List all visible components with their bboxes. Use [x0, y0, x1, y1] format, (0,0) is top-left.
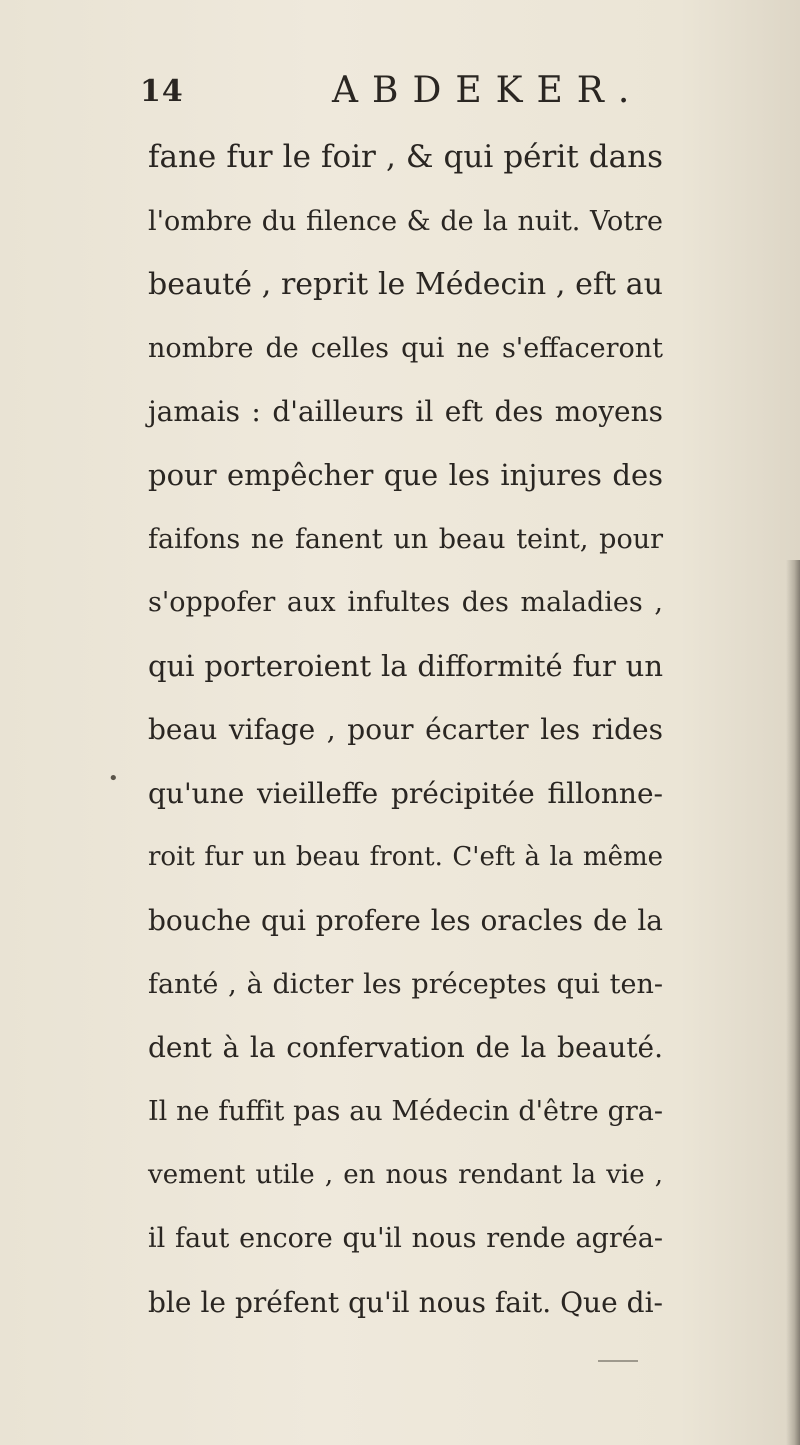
- text-line: fane fur le foir , & qui périt dans: [148, 139, 663, 175]
- page-number: 14: [140, 74, 184, 109]
- text-line: s'oppofer aux infultes des maladies ,: [148, 587, 663, 619]
- text-line: qui porteroient la difformité fur un: [148, 648, 663, 683]
- text-line: bouche qui profere les oracles de la: [148, 904, 663, 938]
- text-line: l'ombre du filence & de la nuit. Votre: [148, 205, 663, 237]
- text-line: fanté , à dicter les préceptes qui ten-: [148, 968, 663, 1000]
- text-line: nombre de celles qui ne s'effaceront: [148, 332, 663, 364]
- text-line: ble le préfent qu'il nous fait. Que di-: [148, 1285, 663, 1319]
- margin-mark: •: [108, 768, 119, 789]
- text-line: jamais : d'ailleurs il eft des moyens: [148, 395, 663, 429]
- text-line: pour empêcher que les injures des: [148, 457, 663, 492]
- text-line: vement utile , en nous rendant la vie ,: [148, 1159, 663, 1190]
- text-line: beau vifage , pour écarter les rides: [148, 713, 663, 747]
- text-line: beauté , reprit le Médecin , eft au: [148, 267, 663, 303]
- text-line: qu'une vieilleffe précipitée fillonne-: [148, 776, 663, 810]
- text-line: roit fur un beau front. C'eft à la même: [148, 841, 663, 872]
- page-edge-shadow: [786, 560, 800, 1445]
- page-header: [140, 70, 660, 120]
- text-line: dent à la confervation de la beauté.: [148, 1031, 663, 1065]
- text-line: faifons ne fanent un beau teint, pour: [148, 523, 663, 555]
- text-line: il faut encore qu'il nous rende agréa-: [148, 1223, 663, 1255]
- running-head: ABDEKER.: [332, 70, 644, 111]
- catchword-rule: [598, 1360, 638, 1362]
- body-text: [148, 126, 663, 1334]
- text-line: Il ne fuffit pas au Médecin d'être gra-: [148, 1095, 663, 1127]
